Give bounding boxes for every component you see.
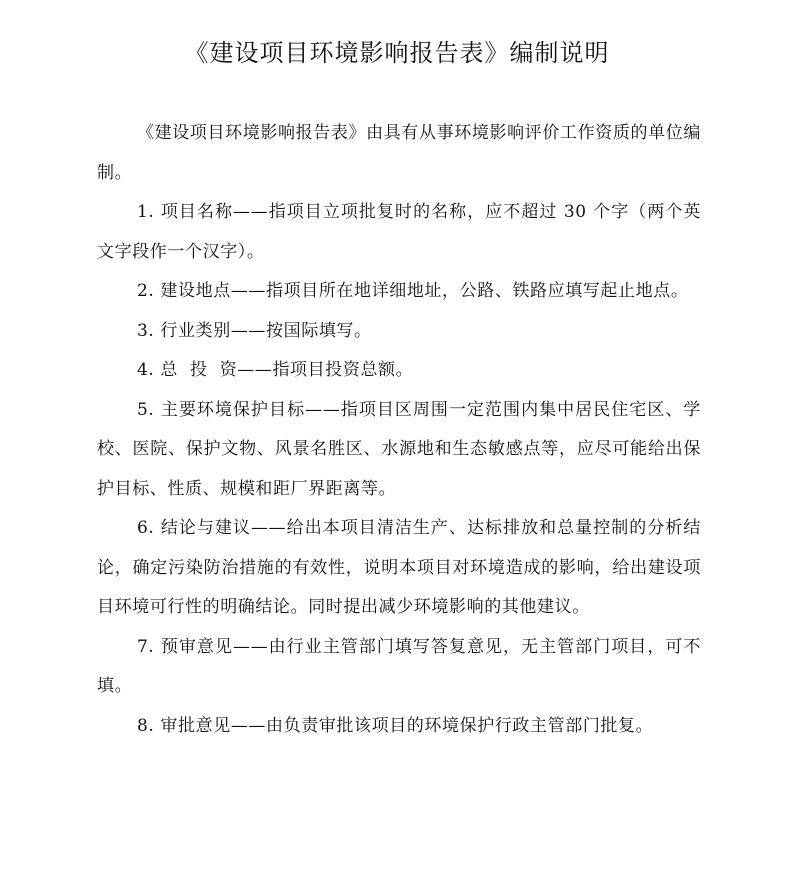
item-industry-category: 3. 行业类别——按国际填写。 — [137, 320, 372, 341]
document-body — [97, 114, 701, 746]
item-conclusions: 6. 结论与建议——给出本项目清洁生产、达标排放和总量控制的分析结论，确定污染防治措施的有效性，说明本项目对环境造成的影响，给出建设项目环境可行性的明确结论。同时提出减少环境影响的其他建议。 — [97, 518, 701, 617]
intro-paragraph: 《建设项目环境影响报告表》由具有从事环境影响评价工作资质的单位编制。 — [97, 123, 701, 183]
item-approval-opinion: 8. 审批意见——由负责审批该项目的环境保护行政主管部门批复。 — [137, 715, 654, 736]
item-project-name: 1. 项目名称——指项目立项批复时的名称，应不超过 30 个字（两个英文字段作一个汉字）。 — [97, 202, 701, 262]
item-protection-targets: 5. 主要环境保护目标——指项目区周围一定范围内集中居民住宅区、学校、医院、保护文物、风景名胜区、水源地和生态敏感点等，应尽可能给出保护目标、性质、规模和距厂界距离等。 — [97, 399, 701, 499]
item-total-investment: 4. 总 投 资——指项目投资总额。 — [137, 360, 414, 380]
document-title: 《建设项目环境影响报告表》编制说明 — [184, 39, 610, 67]
item-construction-site: 2. 建设地点——指项目所在地详细地址，公路、铁路应填写起止地点。 — [137, 281, 689, 301]
item-preliminary-review: 7. 预审意见——由行业主管部门填写答复意见，无主管部门项目，可不填。 — [97, 636, 701, 696]
